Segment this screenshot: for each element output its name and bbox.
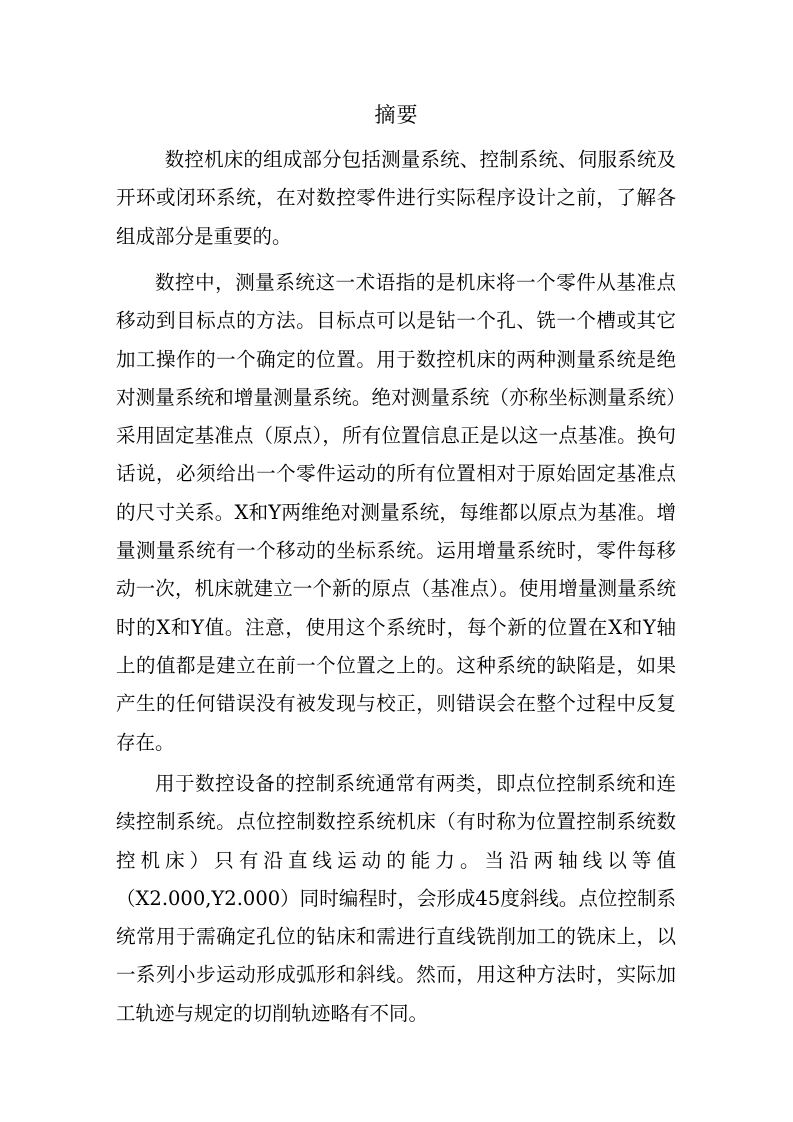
paragraph-control-system: 用于数控设备的控制系统通常有两类，即点位控制系统和连续控制系统。点位控制数控系统机床（有时称为位置控制系统数控机床）只有沿直线运动的能力。当沿两轴线以等值（X2.000,Y2.000）同时编程时，会形成45度斜线。点位控制系统常用于需确定孔位的钻床和需进行直线铣削加工的铣床上，以一系列小步运动形成弧形和斜线。然而，用这种方法时，实际加工轨迹与规定的切削轨迹略有不同。: [116, 772, 676, 1025]
page-title: 摘要: [374, 103, 419, 127]
paragraph-measurement-system: 数控中，测量系统这一术语指的是机床将一个零件从基准点移动到目标点的方法。目标点可以是钻一个孔、铣一个槽或其它加工操作的一个确定的位置。用于数控机床的两种测量系统是绝对测量系统和增量测量系统。绝对测量系统（亦称坐标测量系统）采用固定基准点（原点），所有位置信息正是以这一点基准。换句话说，必须给出一个零件运动的所有位置相对于原始固定基准点的尺寸关系。X和Y两维绝对测量系统，每维都以原点为基准。增量测量系统有一个移动的坐标系统。运用增量系统时，零件每移动一次，机床就建立一个新的原点（基准点）。使用增量测量系统时的X和Y值。注意，使用这个系统时，每个新的位置在X和Y轴上的值都是建立在前一个位置之上的。这种系统的缺陷是，如果产生的任何错误没有被发现与校正，则错误会在整个过程中反复存在。: [116, 271, 676, 754]
paragraph-components: 数控机床的组成部分包括测量系统、控制系统、伺服系统及开环或闭环系统，在对数控零件进行实际程序设计之前，了解各组成部分是重要的。: [116, 148, 676, 248]
